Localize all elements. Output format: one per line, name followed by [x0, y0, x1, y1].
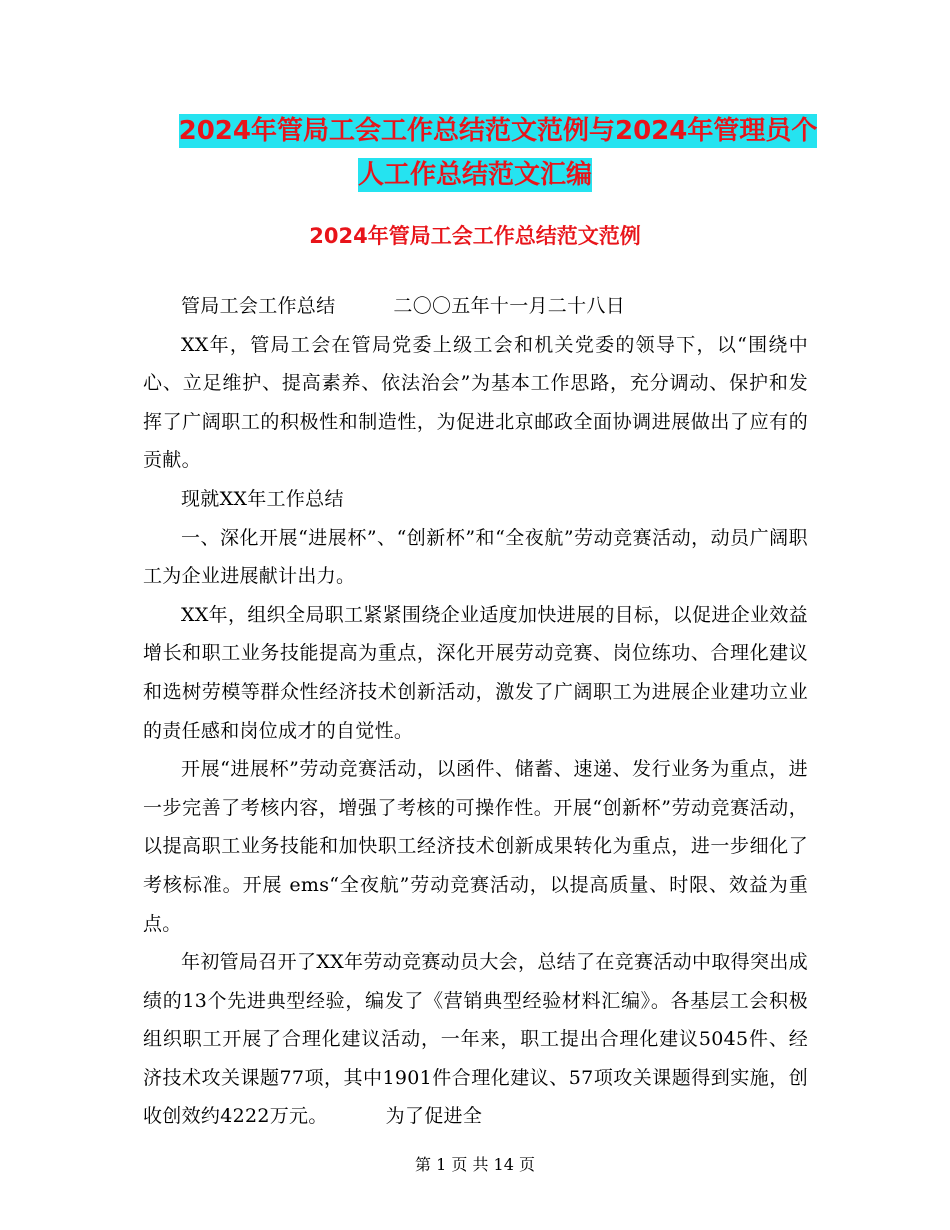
paragraph-continuation: 为了促进全	[385, 1105, 483, 1128]
paragraph-last	[143, 943, 808, 1136]
page-footer: 第 1 页 共 14 页	[415, 1155, 535, 1174]
paragraph: 一、深化开展“进展杯”、“创新杯”和“全夜航”劳动竞赛活动，动员广阔职工为企业进展献计出力。	[143, 526, 808, 588]
header-line	[143, 287, 808, 326]
paragraph: 开展“进展杯”劳动竞赛活动，以函件、储蓄、速递、发行业务为重点，进一步完善了考核内容，增强了考核的可操作性。开展“创新杯”劳动竞赛活动，以提高职工业务技能和加快职工经济技术创新成果转化为重点，进一步细化了考核标准。开展 ems“全夜航”劳动竞赛活动，以提高质量、时限、效益为重点。	[143, 758, 808, 935]
section-title: 2024年管局工会工作总结范文范例	[309, 224, 641, 248]
paragraph: XX年，管局工会在管局党委上级工会和机关党委的领导下，以“围绕中心、立足维护、提高素养、依法治会”为基本工作思路，充分调动、保护和发挥了广阔职工的积极性和制造性，为促进北京邮政全面协调进展做出了应有的贡献。	[143, 333, 808, 472]
document-body	[143, 287, 808, 1136]
paragraph: 现就XX年工作总结	[181, 487, 344, 510]
title-highlight: 人工作总结范文汇编	[357, 160, 592, 190]
paragraph-text: 年初管局召开了XX年劳动竞赛动员大会，总结了在竞赛活动中取得突出成绩的13个先进典型经验，编发了《营销典型经验材料汇编》。各基层工会积极组织职工开展了合理化建议活动，一年来，职工提出合理化建议5045件、经济技术攻关课题77项，其中1901件合理化建议、57项攻关课题得到实施，创收创效约4222万元。	[143, 951, 808, 1128]
header-date: 二〇〇五年十一月二十八日	[393, 295, 626, 317]
paragraph: XX年，组织全局职工紧紧围绕企业适度加快进展的目标，以促进企业效益增长和职工业务技能提高为重点，深化开展劳动竞赛、岗位练功、合理化建议和选树劳模等群众性经济技术创新活动，激发了广阔职工为进展企业建功立业的责任感和岗位成才的自觉性。	[143, 603, 808, 742]
document-title-line-2	[0, 148, 950, 202]
header-left: 管局工会工作总结	[181, 295, 336, 317]
title-highlight: 2024年管局工会工作总结范文范例与2024年管理员个	[178, 116, 818, 146]
